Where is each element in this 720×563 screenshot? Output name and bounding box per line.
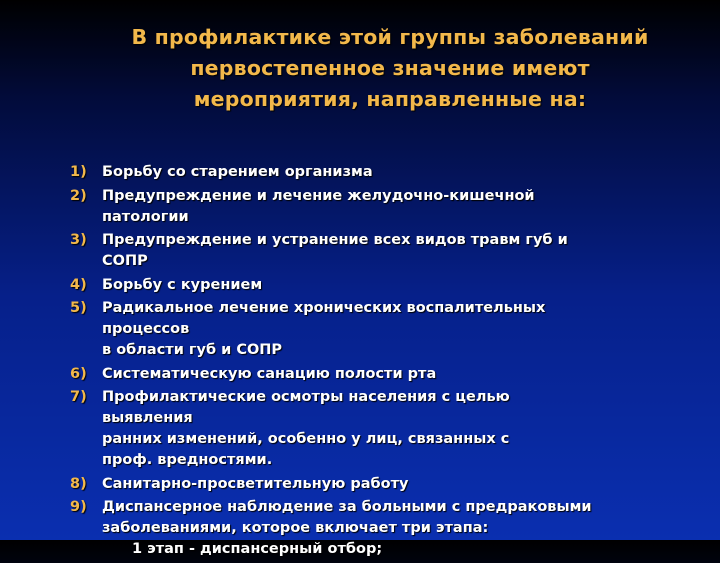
item-text: Систематическую санацию полости рта [102, 365, 437, 382]
slide-title [60, 22, 720, 115]
list-item [70, 162, 715, 183]
item-text: Предупреждение и устранение всех видов травм губ и [102, 232, 568, 248]
list-item [70, 298, 715, 361]
item-number: 5) [70, 300, 87, 316]
item-text: Профилактические осмотры населения с целью [102, 389, 510, 405]
list-item [70, 387, 715, 471]
list-item [70, 497, 715, 560]
item-text: Борьбу со старением организма [102, 164, 373, 180]
item-number: 4) [70, 276, 87, 293]
item-text: ранних изменений, особенно у лиц, связанных с [102, 431, 510, 447]
item-text: СОПР [102, 253, 148, 269]
item-text: Санитарно-просветительную работу [102, 475, 409, 492]
list-item [70, 364, 715, 385]
list-item [70, 186, 715, 228]
measures-list [70, 162, 715, 563]
list-item [70, 474, 715, 495]
item-text: проф. вредностями. [102, 452, 273, 468]
title-line: В профилактике этой группы заболеваний [131, 25, 649, 49]
item-text: патологии [102, 208, 189, 225]
item-text: в области губ и СОПР [102, 342, 283, 358]
item-text: 1 этап - диспансерный отбор; [132, 541, 383, 557]
item-text: заболеваниями, которое включает три этапа: [102, 520, 489, 536]
item-text: Борьбу с курением [102, 276, 263, 293]
item-number: 1) [70, 164, 87, 180]
item-text: выявления [102, 410, 193, 426]
title-line: первостепенное значение имеют [190, 56, 590, 80]
item-text: Предупреждение и лечение желудочно-кишечной [102, 187, 535, 204]
item-number: 3) [70, 232, 87, 248]
item-text: процессов [102, 321, 190, 337]
item-text: Диспансерное наблюдение за больными с предраковыми [102, 499, 592, 515]
item-text: Радикальное лечение хронических воспалительных [102, 300, 546, 316]
list-item [70, 230, 715, 272]
title-line: мероприятия, направленные на: [193, 87, 587, 111]
item-number: 9) [70, 499, 87, 515]
item-number: 8) [70, 475, 87, 492]
item-number: 6) [70, 365, 87, 382]
list-item [70, 275, 715, 296]
item-number: 7) [70, 389, 87, 405]
item-number: 2) [70, 187, 87, 204]
